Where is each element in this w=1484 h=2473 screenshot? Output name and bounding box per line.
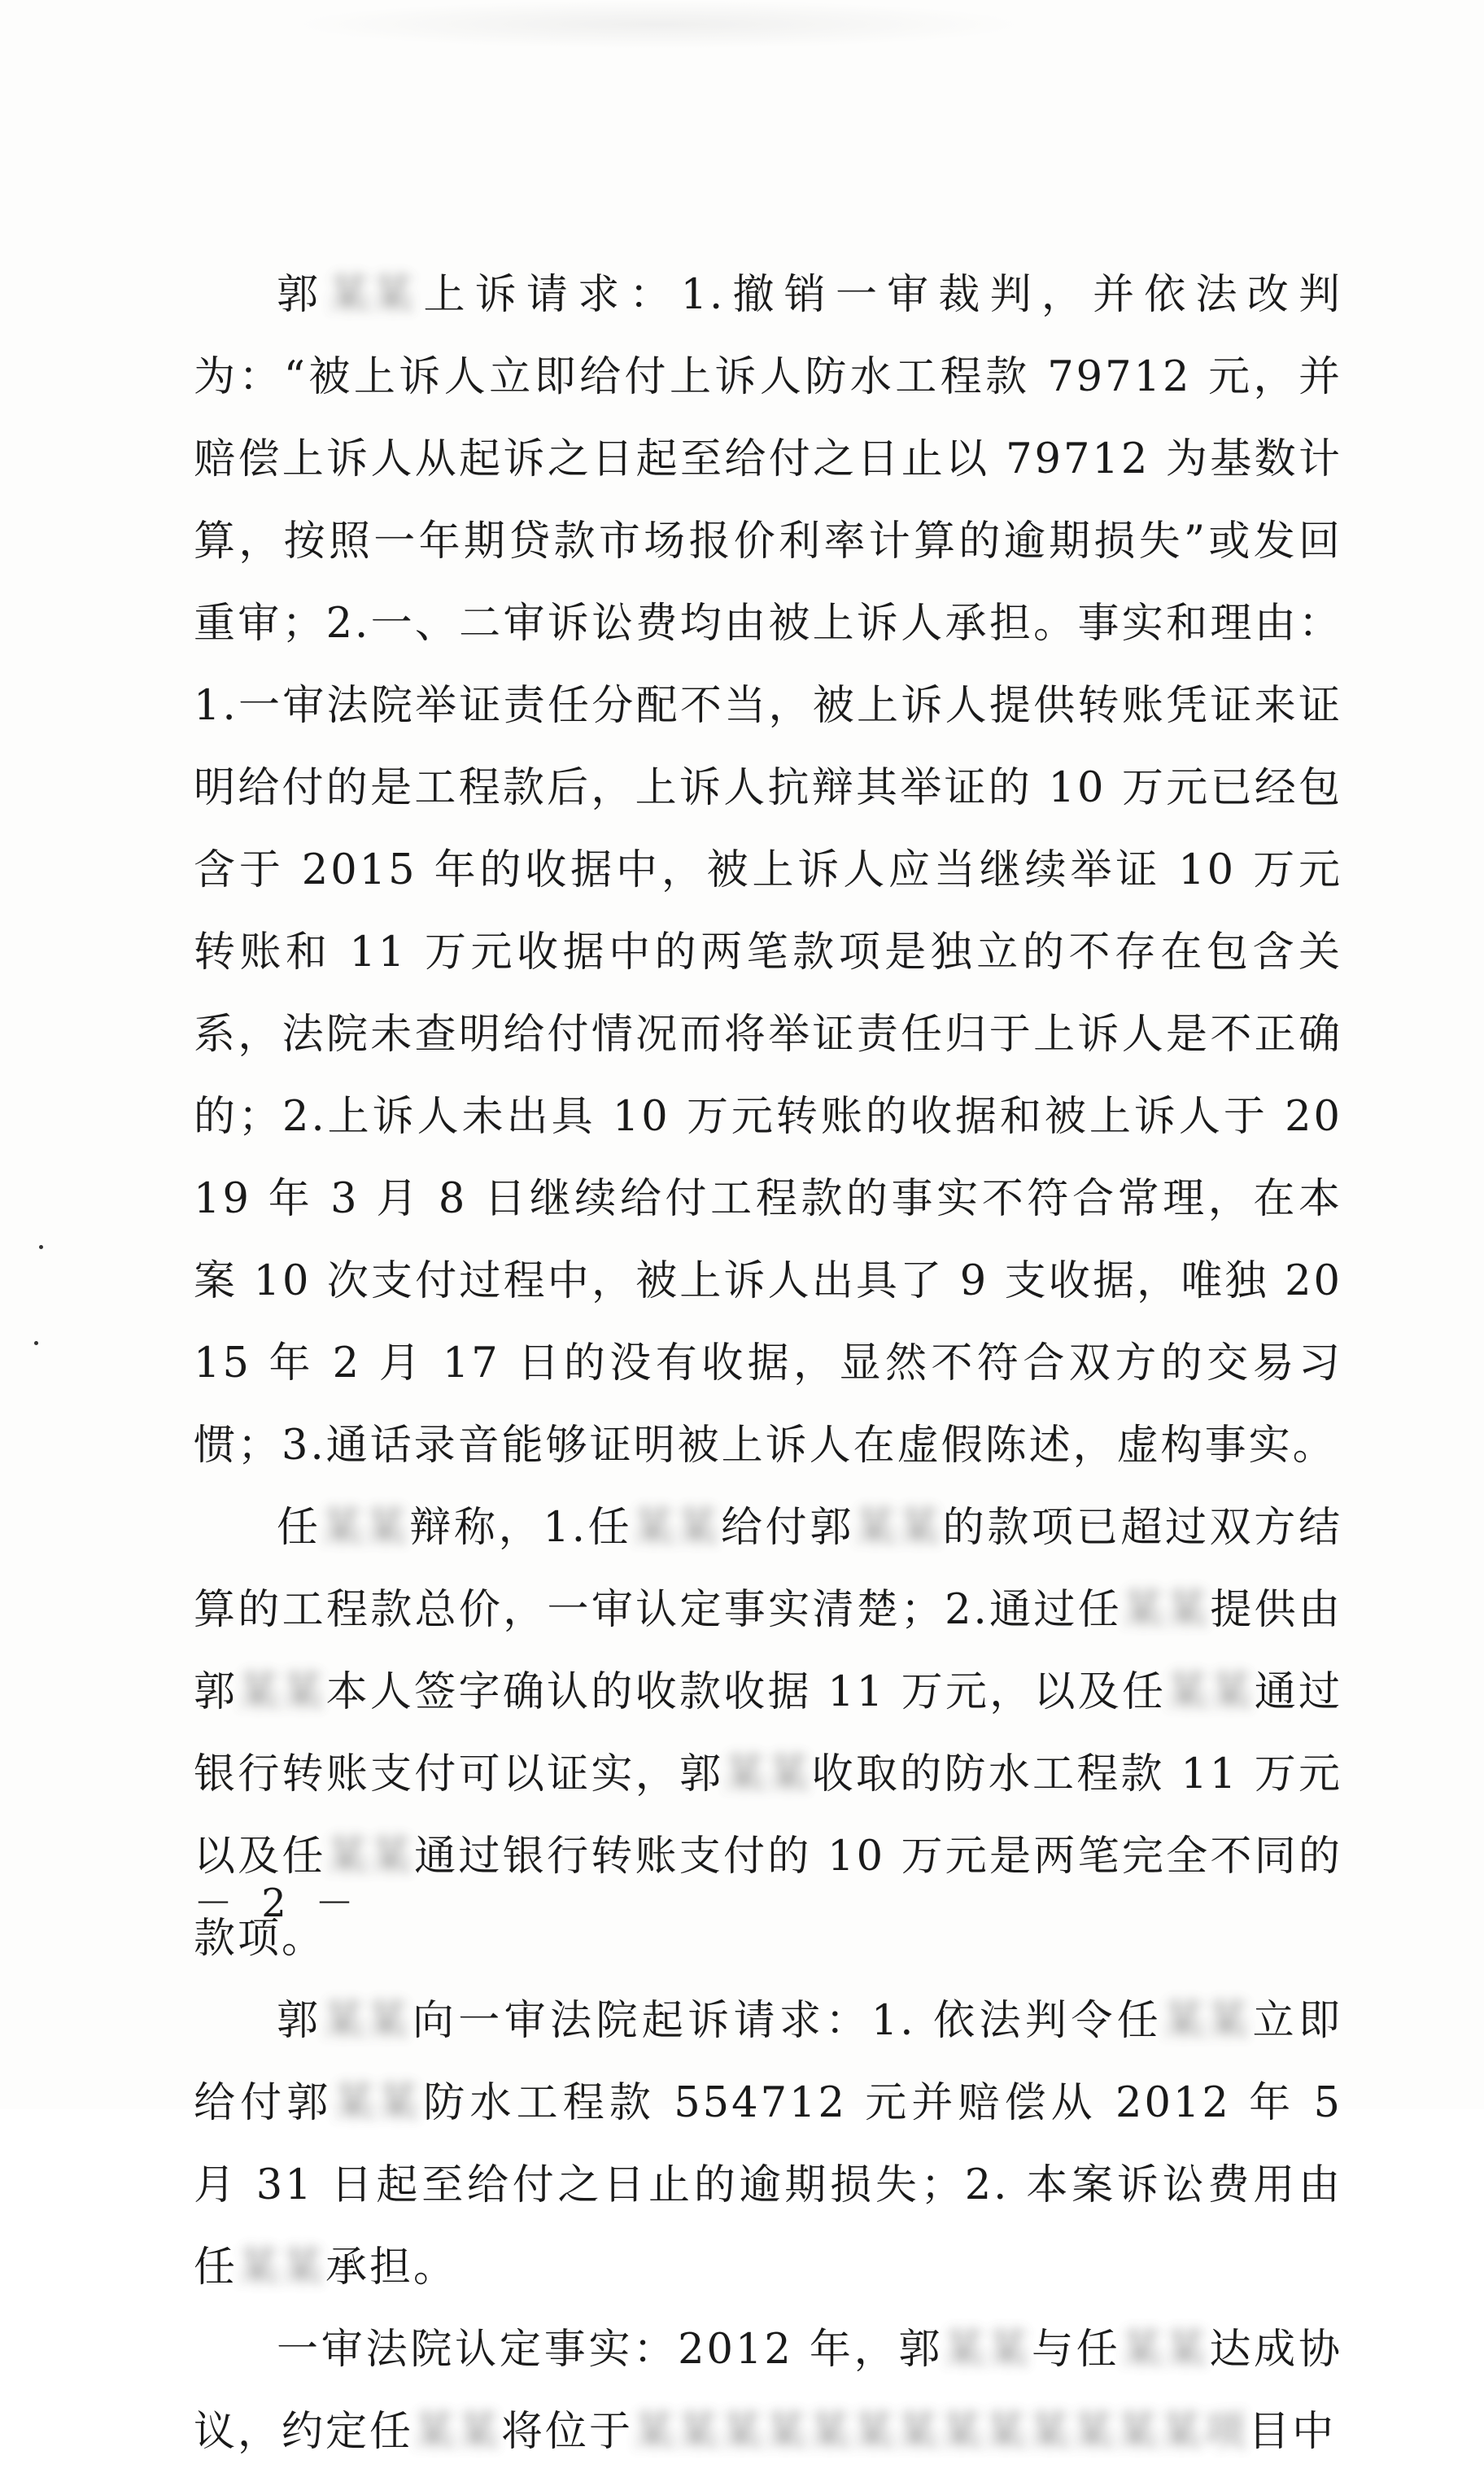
redacted-name: 某某 (943, 2326, 1032, 2374)
paragraph-text: 给付郭 (720, 1504, 854, 1552)
scan-speck (34, 1341, 38, 1345)
redacted-name: 某某 (723, 1750, 812, 1798)
paragraph (194, 1487, 1342, 1980)
paragraph (194, 254, 1342, 1487)
paragraph-text: 向一审法院起诉请求：1. 依法判令任 (410, 1997, 1163, 2045)
redacted-name: 某某 (1166, 1668, 1255, 1716)
redacted-name: 某某 (1163, 1997, 1251, 2045)
paragraph-text: 郭 (277, 1997, 323, 2045)
redacted-name: 某某 (321, 1504, 409, 1552)
paragraph-text: 本人签字确认的收款收据 11 万元，以及任 (325, 1668, 1167, 1716)
paragraph-text: 防水工程款 554712 元并赔偿从 2012 年 5 月 31 日起至给付之日止的逾期损失；2. 本案诉讼费用由任 (194, 2079, 1342, 2292)
paragraph-text: 达成协议，约定任 (194, 2326, 1342, 2456)
document-body (194, 254, 1342, 2473)
redacted-name: 某某 (1122, 1586, 1211, 1634)
paragraph-text: 的款项已超过双方结算的工程款总价，一审认定事实清楚；2.通过任 (194, 1504, 1342, 1634)
paragraph-text: 辩称，1.任 (408, 1504, 633, 1552)
paragraph-text: 将位于 (501, 2408, 634, 2456)
paragraph-text: 通过银行转账支付的 10 万元是两笔完全不同的款项。 (194, 1833, 1342, 1963)
scan-shadow (293, 0, 1025, 49)
redacted-name: 某某 (238, 1668, 326, 1716)
redacted-name: 某某某某某某某某某某某某某项 (633, 2408, 1249, 2456)
paragraph-text: 郭 (277, 271, 329, 319)
page-number: － 2 － (194, 1881, 363, 1926)
paragraph-text: 任 (277, 1504, 321, 1552)
paragraph-text: 承担。 (325, 2244, 458, 2292)
paragraph-text: 提供由郭 (194, 1586, 1342, 1716)
redacted-name: 某某 (333, 2079, 421, 2127)
redacted-name: 某某 (632, 1504, 721, 1552)
paragraph-text: 与任 (1031, 2326, 1121, 2374)
paragraph-text: 立即给付郭 (194, 1997, 1342, 2127)
paragraph-text: 收取的防水工程款 11 万元以及任 (194, 1750, 1342, 1881)
paragraph-text: 一审法院认定事实：2012 年，郭 (277, 2326, 944, 2374)
redacted-name: 某某 (325, 1833, 414, 1881)
paragraph (194, 2309, 1342, 2473)
redacted-name: 某某 (328, 271, 417, 319)
scan-speck (39, 1245, 43, 1249)
redacted-name: 某某 (413, 2408, 502, 2456)
redacted-name: 某某 (238, 2244, 326, 2292)
redacted-name: 某某 (322, 1997, 411, 2045)
redacted-name: 某某 (854, 1504, 943, 1552)
redacted-name: 某某 (1120, 2326, 1209, 2374)
paragraph (194, 1980, 1342, 2309)
paragraph-text: 目中 (1248, 2408, 1337, 2456)
paragraph-text: 通过银行转账支付可以证实，郭 (194, 1668, 1342, 1798)
paragraph-text: 上诉请求：1.撤销一审裁判，并依法改判为：“被上诉人立即给付上诉人防水工程款 79712 元，并赔偿上诉人从起诉之日起至给付之日止以 79712 为基数计算，按照一年期贷款市场报价利率计算的逾期损失”或发回重审；2.一、二审诉讼费均由被上诉人承担。事实和理由：1.一审法院举证责任分配不当，被上诉人提供转账凭证来证明给付的是工程款后，上诉人抗辩其举证的 10 万元已经包含于 2015 年的收据中，被上诉人应当继续举证 10 万元转账和 11 万元收据中的两笔款项是独立的不存在包含关系，法院未查明给付情况而将举证责任归于上诉人是不正确的；2.上诉人未出具 10 万元转账的收据和被上诉人于 2019 年 3 月 8 日继续给付工程款的事实不符合常理，在本案 10 次支付过程中，被上诉人出具了 9 支收据，唯独 2015 年 2 月 17 日的没有收据，显然不符合双方的交易习惯；3.通话录音能够证明被上诉人在虚假陈述，虚构事实。 (194, 271, 1342, 1470)
